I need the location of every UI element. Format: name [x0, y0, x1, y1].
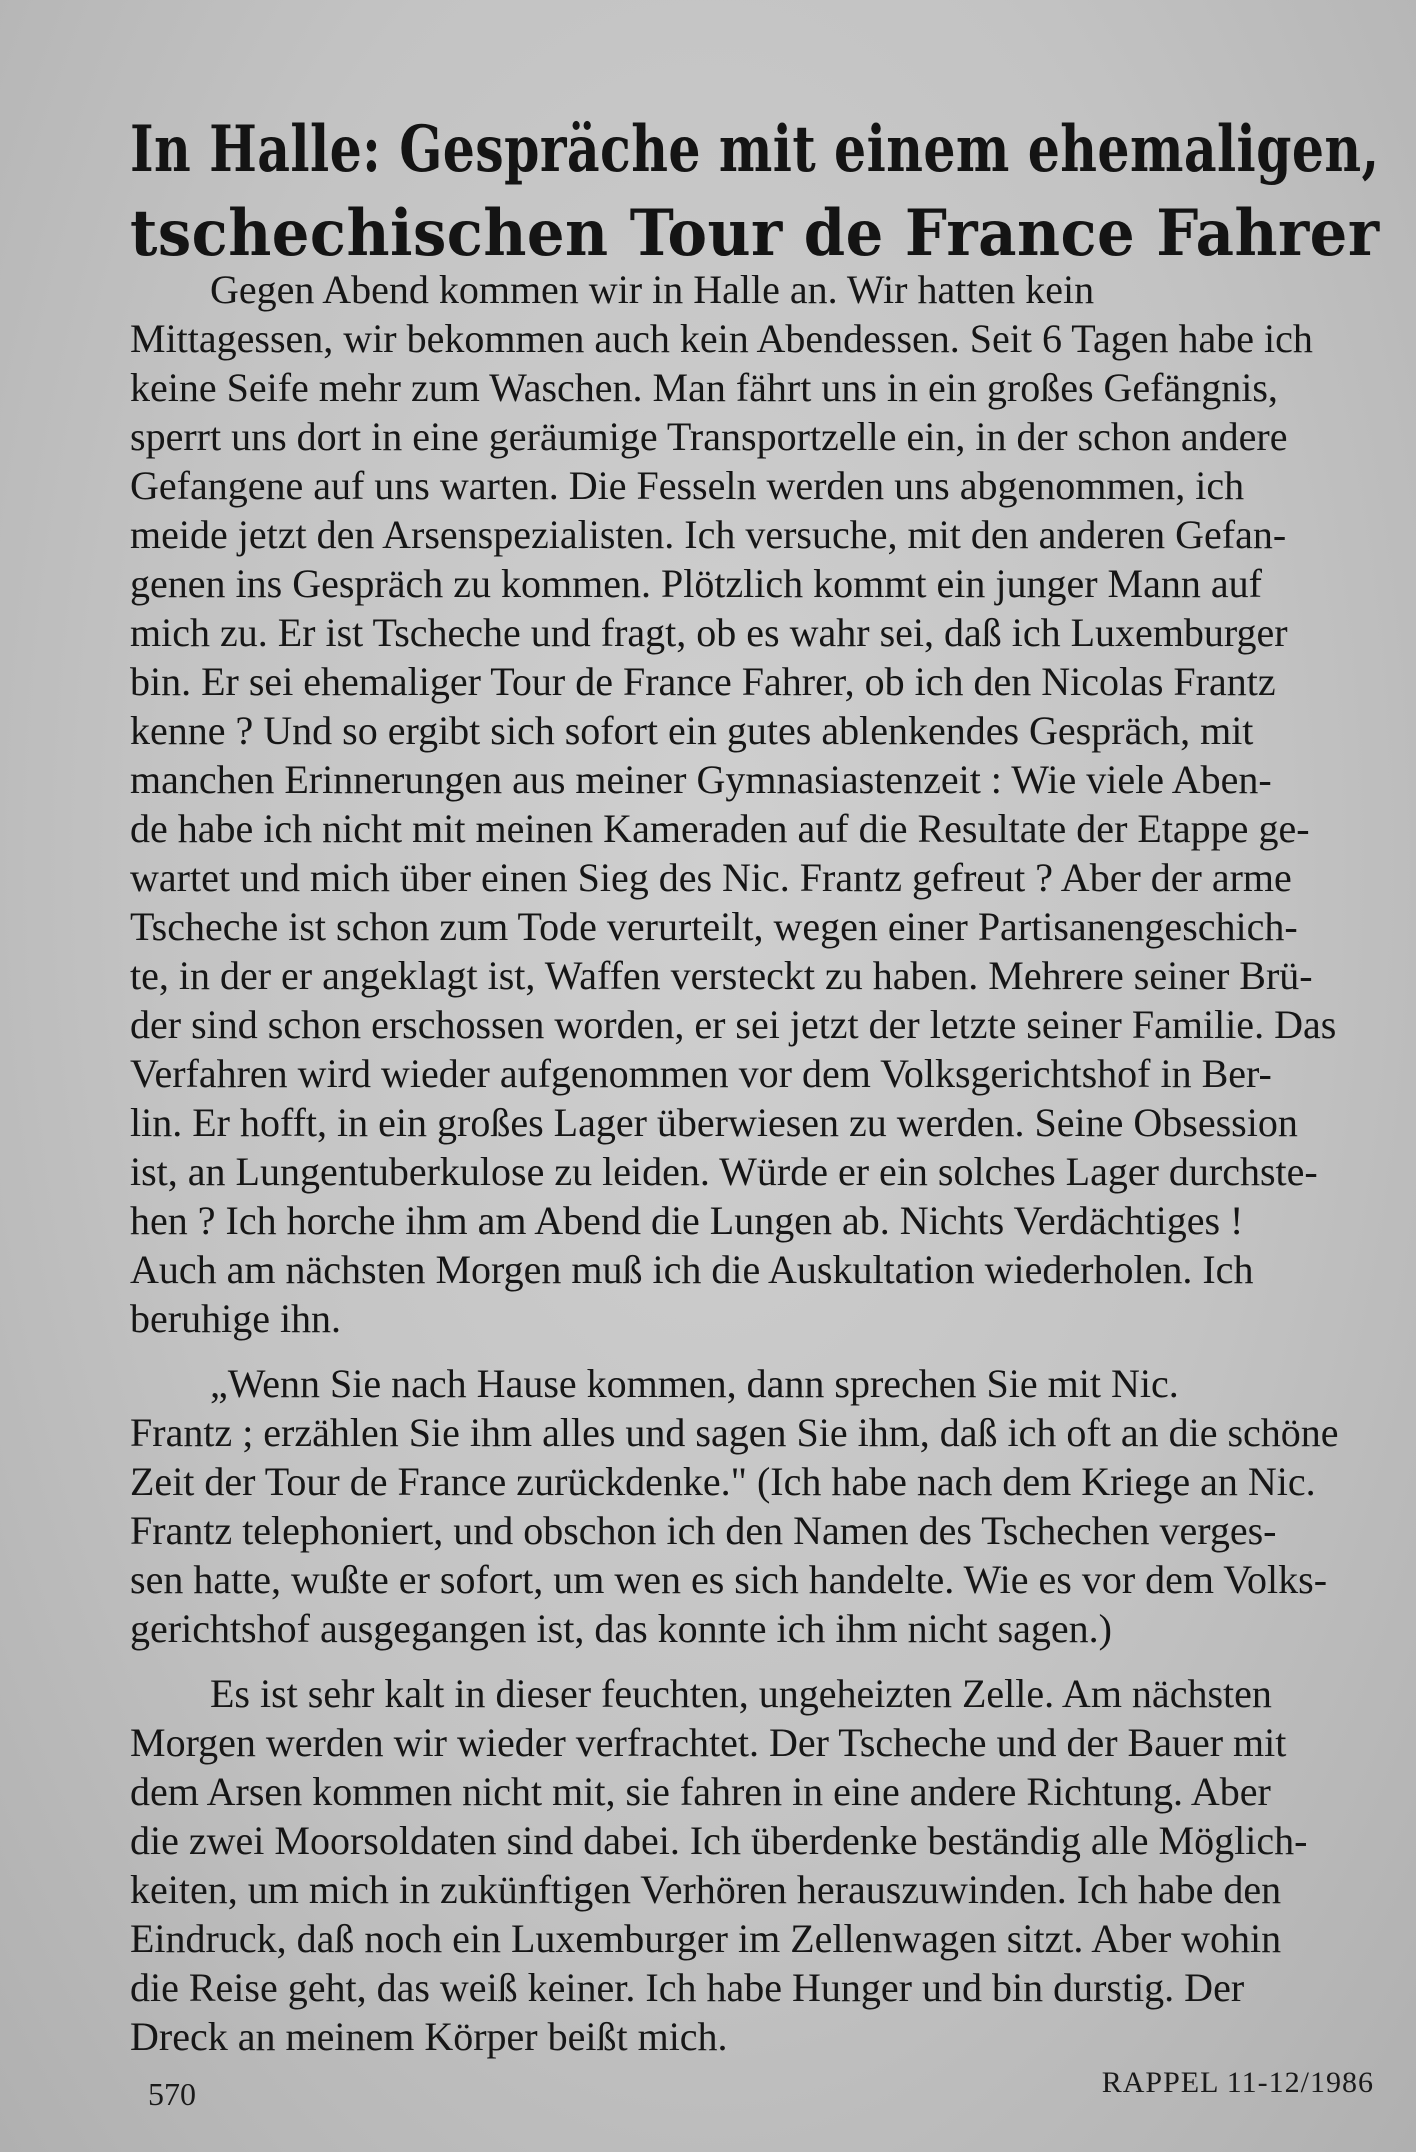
- paragraph-line: keiten, um mich in zukünftigen Verhören herauszuwinden. Ich habe den: [130, 1867, 1282, 1912]
- paragraph-line: meide jetzt den Arsenspezialisten. Ich versuche, mit den anderen Gefan-: [130, 512, 1287, 557]
- paragraph-line: kenne ? Und so ergibt sich sofort ein gutes ablenkendes Gespräch, mit: [130, 708, 1254, 753]
- paragraph-line: de habe ich nicht mit meinen Kameraden auf die Resultate der Etappe ge-: [130, 806, 1310, 851]
- paragraph-line: Es ist sehr kalt in dieser feuchten, ungeheizten Zelle. Am nächsten: [210, 1671, 1272, 1716]
- publication-source: RAPPEL 11-12/1986: [1101, 2066, 1374, 2099]
- paragraph-line: Gegen Abend kommen wir in Halle an. Wir hatten kein: [210, 267, 1095, 312]
- paragraph-line: hen ? Ich horche ihm am Abend die Lungen ab. Nichts Verdächtiges !: [130, 1198, 1244, 1243]
- article-title: [130, 108, 1380, 276]
- paragraph-line: Frantz ; erzählen Sie ihm alles und sagen Sie ihm, daß ich oft an die schöne: [130, 1410, 1339, 1455]
- article-title-line: tschechischen Tour de France Fahrer: [130, 196, 1380, 271]
- paragraph-line: Zeit der Tour de France zurückdenke." (Ich habe nach dem Kriege an Nic.: [130, 1459, 1316, 1504]
- paragraph-line: Verfahren wird wieder aufgenommen vor dem Volksgerichtshof in Ber-: [130, 1051, 1272, 1096]
- paragraph-line: wartet und mich über einen Sieg des Nic. Frantz gefreut ? Aber der arme: [130, 855, 1292, 900]
- paragraph-line: mich zu. Er ist Tscheche und fragt, ob es wahr sei, daß ich Luxemburger: [130, 610, 1288, 655]
- paragraph-line: Eindruck, daß noch ein Luxemburger im Zellenwagen sitzt. Aber wohin: [130, 1916, 1282, 1961]
- paragraph-line: bin. Er sei ehemaliger Tour de France Fahrer, ob ich den Nicolas Frantz: [130, 659, 1276, 704]
- paragraph-line: lin. Er hofft, in ein großes Lager überwiesen zu werden. Seine Obsession: [130, 1100, 1298, 1145]
- paragraph-line: sperrt uns dort in eine geräumige Transportzelle ein, in der schon andere: [130, 414, 1288, 459]
- paragraph-line: „Wenn Sie nach Hause kommen, dann sprechen Sie mit Nic.: [210, 1361, 1179, 1406]
- page-number: 570: [148, 2076, 196, 2112]
- paragraph-line: die Reise geht, das weiß keiner. Ich habe Hunger und bin durstig. Der: [130, 1965, 1245, 2010]
- paragraph-line: der sind schon erschossen worden, er sei jetzt der letzte seiner Familie. Das: [130, 1002, 1337, 1047]
- article-paragraph: [130, 1669, 1375, 2061]
- paragraph-line: dem Arsen kommen nicht mit, sie fahren in eine andere Richtung. Aber: [130, 1769, 1271, 1814]
- paragraph-line: die zwei Moorsoldaten sind dabei. Ich überdenke beständig alle Möglich-: [130, 1818, 1308, 1863]
- paragraph-line: sen hatte, wußte er sofort, um wen es sich handelte. Wie es vor dem Volks-: [130, 1557, 1328, 1602]
- paragraph-line: Morgen werden wir wieder verfrachtet. Der Tscheche und der Bauer mit: [130, 1720, 1287, 1765]
- article-paragraph: [130, 1359, 1375, 1653]
- paragraph-line: Gefangene auf uns warten. Die Fesseln werden uns abgenommen, ich: [130, 463, 1245, 508]
- paragraph-line: beruhige ihn.: [130, 1296, 342, 1341]
- article-title-line: In Halle: Gespräche mit einem ehemaligen,: [130, 112, 1380, 187]
- paragraph-line: gerichtshof ausgegangen ist, das konnte ich ihm nicht sagen.): [130, 1606, 1112, 1651]
- paragraph-line: manchen Erinnerungen aus meiner Gymnasiastenzeit : Wie viele Aben-: [130, 757, 1272, 802]
- paragraph-line: Auch am nächsten Morgen muß ich die Auskultation wiederholen. Ich: [130, 1247, 1254, 1292]
- paragraph-line: Frantz telephoniert, und obschon ich den Namen des Tschechen verges-: [130, 1508, 1277, 1553]
- article-paragraph: [130, 265, 1375, 1343]
- paragraph-line: keine Seife mehr zum Waschen. Man fährt uns in ein großes Gefängnis,: [130, 365, 1278, 410]
- paragraph-line: ist, an Lungentuberkulose zu leiden. Würde er ein solches Lager durchste-: [130, 1149, 1318, 1194]
- paragraph-line: Mittagessen, wir bekommen auch kein Abendessen. Seit 6 Tagen habe ich: [130, 316, 1313, 361]
- paragraph-line: genen ins Gespräch zu kommen. Plötzlich kommt ein junger Mann auf: [130, 561, 1262, 606]
- paragraph-line: Dreck an meinem Körper beißt mich.: [130, 2014, 728, 2059]
- paragraph-line: Tscheche ist schon zum Tode verurteilt, wegen einer Partisanengeschich-: [130, 904, 1298, 949]
- paragraph-line: te, in der er angeklagt ist, Waffen versteckt zu haben. Mehrere seiner Brü-: [130, 953, 1313, 998]
- article-body: [130, 265, 1375, 2061]
